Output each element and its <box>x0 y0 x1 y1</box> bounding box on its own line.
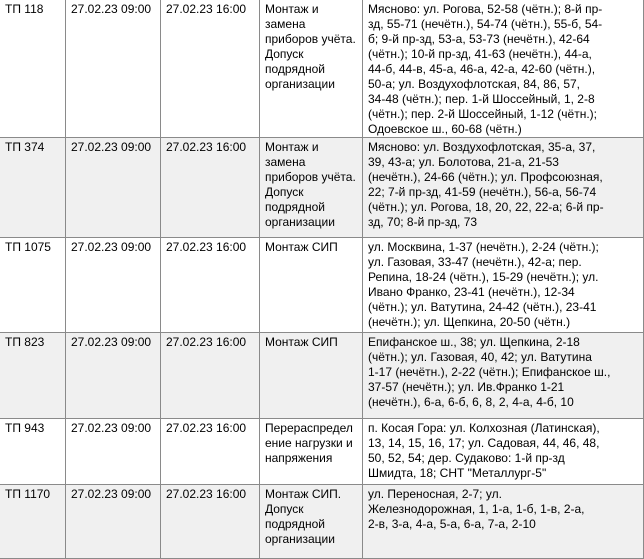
address-line: (чётн.); ул. Газовая, 40, 42; ул. Ватутина <box>368 350 592 364</box>
address-line: (чётн.); пер. 2-й Шоссейный, 1-12 (чётн.); <box>368 107 597 121</box>
address-line: ул. Газовая, 33-47 (нечётн.), 42-а; пер. <box>368 255 582 269</box>
start-time-cell: 27.02.23 09:00 <box>66 419 161 485</box>
address-line: 22; 7-й пр-зд, 41-59 (нечётн.), 56-а, 56-74 <box>368 185 597 199</box>
start-time-cell: 27.02.23 09:00 <box>66 485 161 559</box>
station-cell: ТП 118 <box>0 0 66 138</box>
address-line: 13, 14, 15, 16, 17; ул. Садовая, 44, 46, 48, <box>368 436 600 450</box>
station-cell: ТП 823 <box>0 333 66 419</box>
address-line: зд, 55-71 (нечётн.), 54-74 (чётн.), 55-б, 54- <box>368 17 603 31</box>
table-row <box>0 419 644 485</box>
station-cell: ТП 1170 <box>0 485 66 559</box>
address-line: (нечётн.), 24-66 (чётн.); ул. Профсоюзная, <box>368 170 603 184</box>
address-line: ул. Переносная, 2-7; ул. <box>368 487 502 501</box>
address-line: (нечётн.); ул. Щепкина, 20-50 (чётн.) <box>368 315 571 329</box>
table-row <box>0 0 644 138</box>
address-cell <box>363 485 644 559</box>
work-type-cell: Монтаж СИП. Допуск подрядной организации <box>260 485 363 559</box>
station-cell: ТП 943 <box>0 419 66 485</box>
start-time-cell: 27.02.23 09:00 <box>66 138 161 238</box>
address-line: 2-в, 3-а, 4-а, 5-а, 6-а, 7-а, 2-10 <box>368 517 536 531</box>
address-line: 50-а; ул. Воздухофлотская, 84, 86, 57, <box>368 77 580 91</box>
address-line: 39, 43-а; ул. Болотова, 21-а, 21-53 <box>368 155 559 169</box>
work-type-cell: Перераспределение нагрузки и напряжения <box>260 419 363 485</box>
address-line: (чётн.); 10-й пр-зд, 41-63 (нечётн.), 44-а, <box>368 47 592 61</box>
address-line: (нечётн.), 6-а, 6-б, 6, 8, 2, 4-а, 4-б, 10 <box>368 395 574 409</box>
address-cell <box>363 138 644 238</box>
address-line: Мясново: ул. Рогова, 52-58 (чётн.); 8-й пр- <box>368 2 603 16</box>
address-cell <box>363 0 644 138</box>
start-time-cell: 27.02.23 09:00 <box>66 0 161 138</box>
address-line: ул. Москвина, 1-37 (нечётн.), 2-24 (чётн.); <box>368 240 599 254</box>
address-line: Ивано Франко, 23-41 (нечётн.), 12-34 <box>368 285 575 299</box>
address-cell <box>363 238 644 333</box>
end-time-cell: 27.02.23 16:00 <box>161 138 260 238</box>
table-row <box>0 333 644 419</box>
work-type-cell: Монтаж СИП <box>260 333 363 419</box>
start-time-cell: 27.02.23 09:00 <box>66 333 161 419</box>
table-row <box>0 238 644 333</box>
address-line: 37-57 (нечётн.); ул. Ив.Франко 1-21 <box>368 380 565 394</box>
end-time-cell: 27.02.23 16:00 <box>161 419 260 485</box>
address-cell <box>363 419 644 485</box>
address-line: Репина, 18-24 (чётн.), 15-29 (нечётн.); ул. <box>368 270 599 284</box>
address-line: б; 9-й пр-зд, 53-а, 53-73 (нечётн.), 42-64 <box>368 32 590 46</box>
address-line: п. Косая Гора: ул. Колхозная (Латинская), <box>368 421 600 435</box>
address-line: (чётн.); ул. Ватутина, 24-42 (чётн.), 23-41 <box>368 300 597 314</box>
address-line: зд, 70; 8-й пр-зд, 73 <box>368 215 478 229</box>
address-line: 1-17 (нечётн.), 2-22 (чётн.); Епифанское ш., <box>368 365 611 379</box>
work-type-cell: Монтаж СИП <box>260 238 363 333</box>
end-time-cell: 27.02.23 16:00 <box>161 333 260 419</box>
address-line: Епифанское ш., 38; ул. Щепкина, 2-18 <box>368 335 580 349</box>
end-time-cell: 27.02.23 16:00 <box>161 238 260 333</box>
station-cell: ТП 374 <box>0 138 66 238</box>
work-type-cell: Монтаж и замена приборов учёта. Допуск подрядной организации <box>260 0 363 138</box>
address-line: Одоевское ш., 60-68 (чётн.) <box>368 122 522 136</box>
start-time-cell: 27.02.23 09:00 <box>66 238 161 333</box>
address-line: (чётн.); ул. Рогова, 18, 20, 22, 22-а; 6-й пр- <box>368 200 604 214</box>
address-cell <box>363 333 644 419</box>
address-line: Мясново: ул. Воздухофлотская, 35-а, 37, <box>368 140 596 154</box>
address-line: 50, 52, 54; дер. Судаково: 1-й пр-зд <box>368 451 565 465</box>
address-line: Железнодорожная, 1, 1-а, 1-б, 1-в, 2-а, <box>368 502 585 516</box>
end-time-cell: 27.02.23 16:00 <box>161 0 260 138</box>
work-type-cell: Монтаж и замена приборов учёта. Допуск подрядной организации <box>260 138 363 238</box>
table-row <box>0 485 644 559</box>
address-line: 44-б, 44-в, 45-а, 46-а, 42-а, 42-60 (чётн.), <box>368 62 596 76</box>
address-line: 34-48 (чётн.); пер. 1-й Шоссейный, 1, 2-8 <box>368 92 595 106</box>
station-cell: ТП 1075 <box>0 238 66 333</box>
end-time-cell: 27.02.23 16:00 <box>161 485 260 559</box>
address-line: Шмидта, 18; СНТ "Металлург-5" <box>368 466 547 480</box>
table-row <box>0 138 644 238</box>
